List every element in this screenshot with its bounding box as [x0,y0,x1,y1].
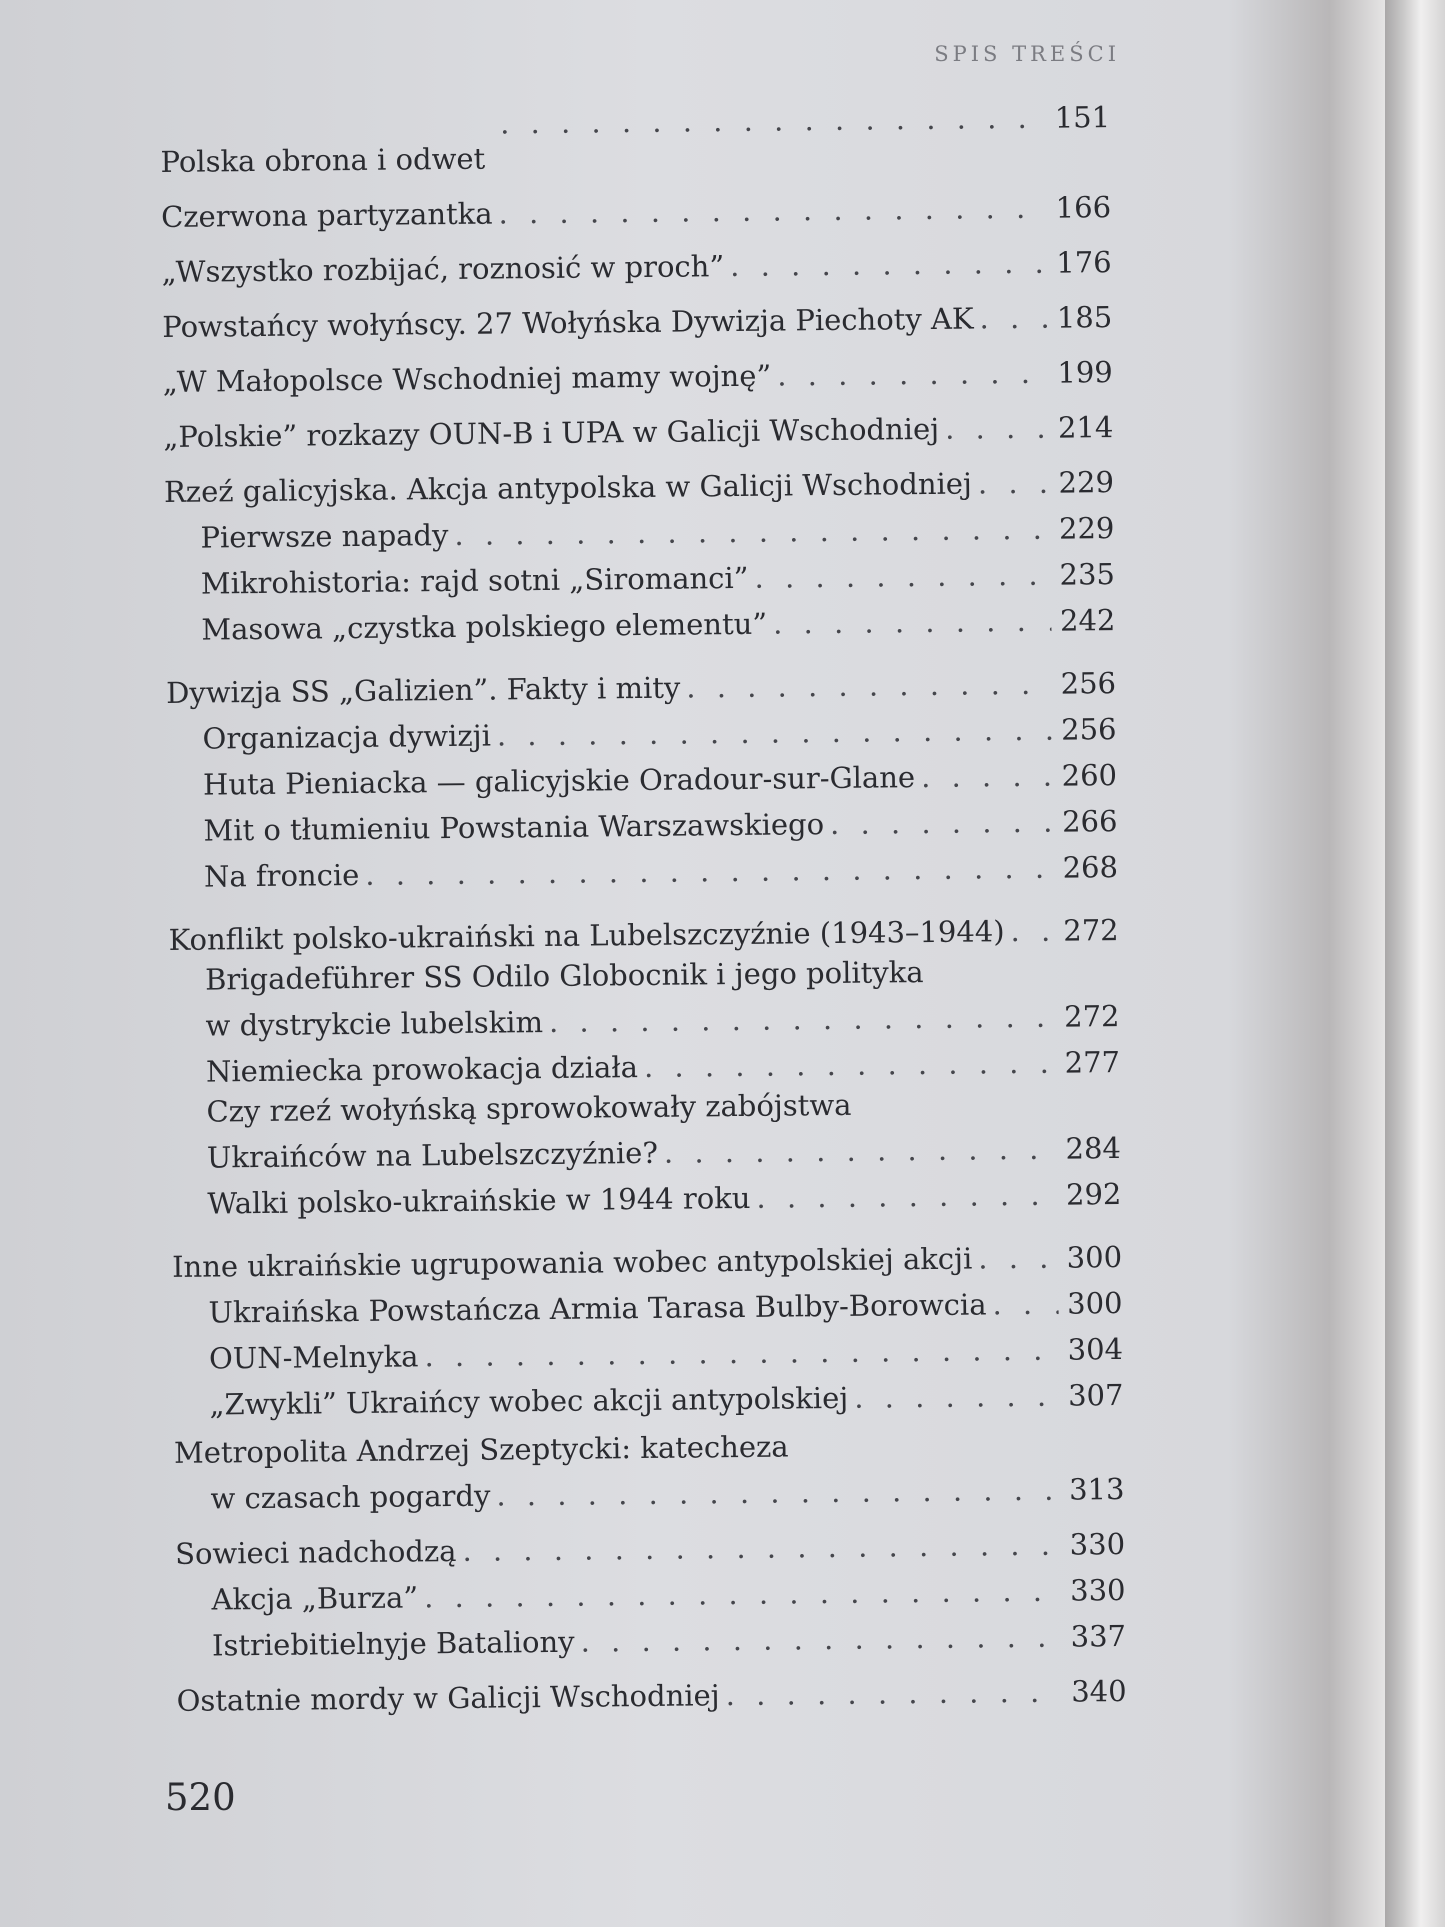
dot-leader [1010,917,1054,946]
toc-entry-title: Sowieci nadchodzą [174,1533,457,1571]
toc-entry-page: 300 [1066,1285,1123,1321]
dot-leader [992,1290,1058,1320]
toc-entry-page: 185 [1056,300,1113,335]
toc-entry-title: Istriebitielnyje Bataliony [211,1624,575,1663]
dot-leader [978,469,1050,499]
toc-entry-page: 256 [1060,666,1117,701]
toc-entry-page: 292 [1065,1176,1122,1212]
toc-entry-title: w czasach pogardy [210,1478,491,1516]
dot-leader [644,1049,1056,1082]
toc-entry-title: Konflikt polsko-ukraiński na Lubelszczyźnie (1943–1944) [168,914,1005,957]
toc-entry-title: Organizacja dywizji [202,718,492,756]
dot-leader [730,249,1048,281]
toc-entry-page: 330 [1069,1572,1126,1608]
dot-leader [773,607,1052,639]
toc-entry-title: Dywizja SS „Galizien”. Fakty i mity [165,670,681,710]
toc-entry-page: 166 [1055,190,1112,225]
dot-leader [664,1135,1057,1168]
toc-entry-title: „Zwykli” Ukraińcy wobec akcji antypolskiej [209,1380,849,1422]
dot-leader [830,808,1054,839]
toc-entry-title: Na froncie [203,857,360,894]
toc-entry-page: 242 [1059,603,1116,638]
toc-entry-page: 330 [1069,1526,1126,1562]
dot-leader [978,1244,1058,1274]
toc-entry-page: 260 [1061,758,1118,793]
toc-entry-title: Ukraińców na Lubelszczyźnie? [206,1135,659,1175]
toc-entry-page: 176 [1056,245,1112,280]
toc-entry-title: Polska obrona i odwet [160,141,486,179]
dot-leader [496,1476,1060,1511]
dot-leader [497,716,1053,751]
toc-entry-title: Huta Pieniacka — galicyjskie Oradour-sur-Glane [202,760,916,802]
toc-entry-title: „Wszystko rozbijać, roznosić w proch” [161,249,725,289]
dot-leader [754,561,1051,593]
toc-entry-page: 151 [1054,100,1111,135]
toc-entry-page: 256 [1060,712,1117,747]
dot-leader [979,304,1048,334]
dot-leader [726,1678,1063,1711]
dot-leader [580,1623,1062,1657]
toc-entry-title: Mit o tłumieniu Powstania Warszawskiego [203,807,825,848]
toc-entry-page: 229 [1058,511,1115,546]
toc-entry [168,890,1119,955]
dot-leader [500,104,1046,139]
dot-leader [756,1181,1057,1213]
dot-leader [777,359,1049,391]
toc-entry-page: 235 [1059,557,1116,592]
book-page-edge [1385,0,1445,1927]
toc-entry-title: „W Małopolsce Wschodniej mamy wojnę” [162,358,772,399]
running-head: SPIS TREŚCI [934,42,1120,66]
toc-entry-title: Powstańcy wołyńscy. 27 Wołyńska Dywizja Piechoty AK [162,301,974,344]
toc-entry-title: Metropolita Andrzej Szeptycki: katecheza [173,1429,789,1470]
dot-leader [549,1003,1056,1037]
toc-entry-title: Niemiecka prowokacja działa [205,1050,639,1089]
dot-leader [365,854,1054,890]
toc-entry-page: 284 [1065,1130,1122,1166]
dot-leader [921,762,1053,792]
toc-entry-page: 272 [1063,999,1120,1034]
toc-entry-title: Ukraińska Powstańcza Armia Tarasa Bulby-Borowcia [208,1287,987,1330]
toc-entry-title: Brigadeführer SS Odilo Globocnik i jego polityka [204,955,924,997]
toc-entry-page: 272 [1063,913,1119,948]
dot-leader [686,670,1052,703]
toc-entry-page: 304 [1067,1331,1124,1367]
dot-leader [945,414,1050,444]
toc-entry-page: 340 [1071,1673,1127,1709]
toc-entry-title: OUN-Melnyka [208,1339,419,1376]
toc-entry-page: 300 [1066,1239,1123,1275]
toc-entry [166,643,1117,708]
toc-entry-title: Czerwona partyzantka [160,196,493,234]
toc-entry-page: 229 [1058,465,1115,500]
toc-entry-title: w dystrykcie lubelskim [205,1005,544,1043]
toc-entry-page: 307 [1067,1377,1124,1413]
toc-entry-title: Walki polsko-ukraińskie w 1944 roku [207,1180,751,1221]
toc-entry-title: Ostatnie mordy w Galicji Wschodniej [176,1678,720,1718]
toc-entry-title: Masowa „czystka polskiego elementu” [201,606,768,647]
dot-leader [498,194,1047,229]
toc-entry [172,1217,1123,1282]
toc-entry-page: 337 [1070,1618,1127,1654]
toc-entry-page: 214 [1057,410,1114,445]
toc-entry-title: „Polskie” rozkazy OUN-B i UPA w Galicji Wschodniej [163,411,940,454]
toc-entry-title: Czy rzeź wołyńską sprowokowały zabójstwa [206,1087,852,1129]
toc-entry-title: Mikrohistoria: rajd sotni „Siromanci” [200,560,749,601]
toc-entry-page: 313 [1068,1471,1125,1507]
toc-entry-page: 266 [1061,804,1118,839]
toc-entry-title: Rzeź galicyjska. Akcja antypolska w Galicji Wschodniej [163,466,973,509]
toc-entry-title: Akcja „Burza” [211,1580,419,1617]
toc-entry-title: Inne ukraińskie ugrupowania wobec antypolskiej akcji [171,1241,973,1284]
toc-entry-page: 277 [1064,1045,1121,1080]
toc-entry-page: 199 [1057,355,1113,390]
table-of-contents [160,102,1127,1716]
dot-leader [854,1382,1060,1413]
page-number: 520 [165,1776,236,1819]
toc-entry-page: 268 [1062,850,1119,885]
toc-entry-title: Pierwsze napady [200,518,449,555]
